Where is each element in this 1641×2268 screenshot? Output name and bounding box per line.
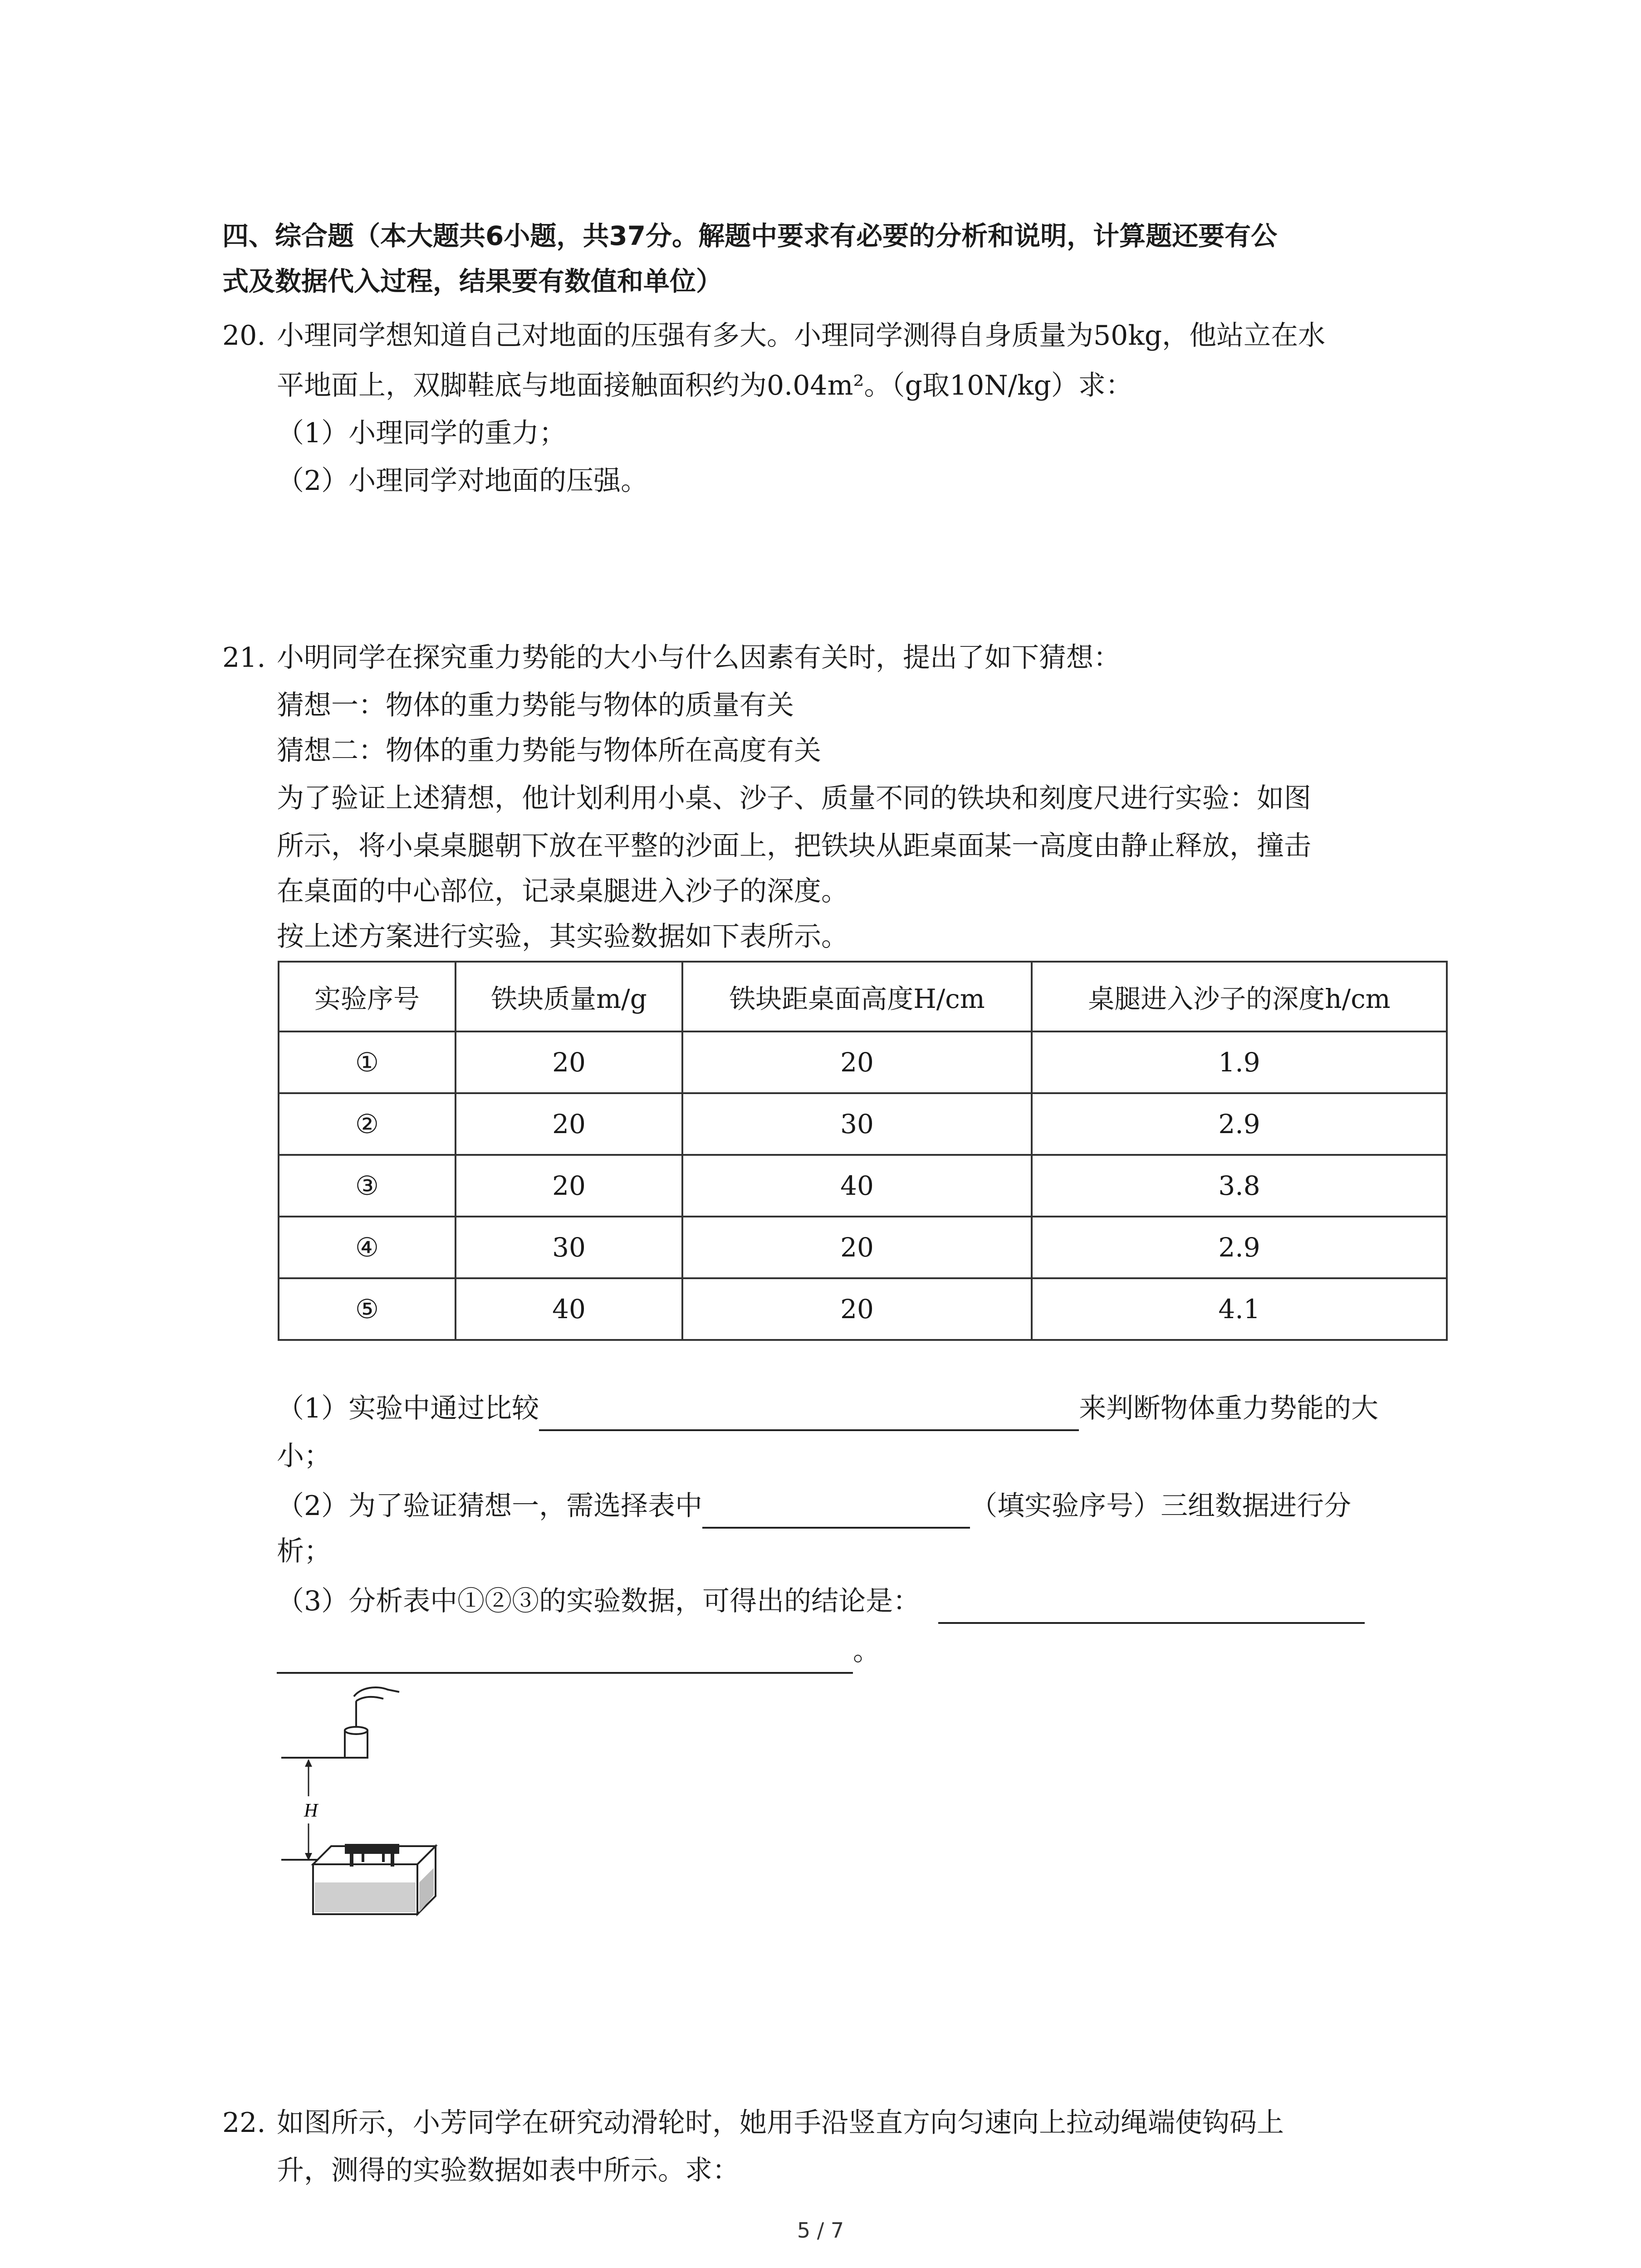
table-header: 实验序号 bbox=[279, 962, 456, 1031]
experiment-figure bbox=[277, 1683, 458, 1919]
q21-sub1-suffix: 来判断物体重力势能的大 bbox=[1079, 1393, 1379, 1424]
table-header: 铁块质量m/g bbox=[456, 962, 682, 1031]
q21-sub2-suffix: （填实验序号）三组数据进行分 bbox=[970, 1490, 1352, 1522]
answer-blank-2[interactable] bbox=[702, 1491, 970, 1529]
q21-sub1 bbox=[277, 1386, 1378, 1431]
height-label: H bbox=[304, 1800, 318, 1821]
table-cell: 20 bbox=[456, 1031, 682, 1093]
table-sand-diagram bbox=[277, 1683, 458, 1919]
q21-guess1: 猜想一：物体的重力势能与物体的质量有关 bbox=[277, 689, 794, 721]
section-title-line2: 式及数据代入过程，结果要有数值和单位） bbox=[222, 266, 723, 297]
table-cell: 3.8 bbox=[1032, 1155, 1447, 1217]
table-cell: 4.1 bbox=[1032, 1278, 1447, 1340]
table-cell: 20 bbox=[682, 1031, 1032, 1093]
q21-sub2-prefix: （2）为了验证猜想一，需选择表中 bbox=[277, 1490, 703, 1522]
table-cell: 20 bbox=[682, 1278, 1032, 1340]
table-cell: ② bbox=[279, 1093, 456, 1155]
q21-sub3-cont bbox=[277, 1628, 880, 1674]
q21-line1: 小明同学在探究重力势能的大小与什么因素有关时，提出了如下猜想： bbox=[277, 642, 1121, 674]
q21-para4: 按上述方案进行实验，其实验数据如下表所示。 bbox=[277, 921, 848, 953]
q20-number: 20. bbox=[222, 320, 266, 352]
hand-icon bbox=[354, 1687, 399, 1696]
q21-para3: 在桌面的中心部位，记录桌腿进入沙子的深度。 bbox=[277, 875, 848, 907]
q20-line1: 小理同学想知道自己对地面的压强有多大。小理同学测得自身质量为50kg，他站立在水 bbox=[277, 320, 1326, 352]
table-cell: 20 bbox=[456, 1155, 682, 1217]
section-title-line1: 四、综合题（本大题共6小题，共37分。解题中要求有必要的分析和说明，计算题还要有公 bbox=[222, 220, 1278, 251]
q21-guess2: 猜想二：物体的重力势能与物体所在高度有关 bbox=[277, 735, 821, 767]
q20-line2: 平地面上，双脚鞋底与地面接触面积约为0.04m²。（g取10N/kg）求： bbox=[277, 370, 1133, 401]
table-row bbox=[279, 1217, 1447, 1278]
table-cell: ④ bbox=[279, 1217, 456, 1278]
q21-sub3-end: 。 bbox=[853, 1635, 880, 1667]
table-row bbox=[279, 1031, 1447, 1093]
q21-sub2 bbox=[277, 1483, 1351, 1529]
small-table bbox=[345, 1844, 399, 1854]
q21-sub3-prefix: （3）分析表中①②③的实验数据，可得出的结论是： bbox=[277, 1585, 921, 1617]
q21-sub1-cont: 小； bbox=[277, 1440, 331, 1472]
table-row bbox=[279, 1278, 1447, 1340]
table-row bbox=[279, 1155, 1447, 1217]
answer-blank-3b[interactable] bbox=[277, 1637, 853, 1674]
table-cell: ① bbox=[279, 1031, 456, 1093]
table-cell: ⑤ bbox=[279, 1278, 456, 1340]
table-cell: 2.9 bbox=[1032, 1217, 1447, 1278]
answer-blank-1[interactable] bbox=[539, 1394, 1079, 1431]
q20-sub1: （1）小理同学的重力； bbox=[277, 417, 567, 449]
table-cell: ③ bbox=[279, 1155, 456, 1217]
q21-sub3 bbox=[277, 1579, 1365, 1624]
q22-number: 22. bbox=[222, 2107, 266, 2139]
table-row bbox=[279, 1093, 1447, 1155]
q21-sub2-cont: 析； bbox=[277, 1535, 331, 1567]
table-header-row bbox=[279, 962, 1447, 1031]
table-cell: 30 bbox=[682, 1093, 1032, 1155]
q21-number: 21. bbox=[222, 642, 266, 674]
q22-line1: 如图所示，小芳同学在研究动滑轮时，她用手沿竖直方向匀速向上拉动绳端使钩码上 bbox=[277, 2107, 1284, 2139]
table-header: 桌腿进入沙子的深度h/cm bbox=[1032, 962, 1447, 1031]
table-cell: 20 bbox=[456, 1093, 682, 1155]
q21-sub1-prefix: （1）实验中通过比较 bbox=[277, 1393, 539, 1424]
q22-line2: 升，测得的实验数据如表中所示。求： bbox=[277, 2155, 740, 2186]
table-cell: 30 bbox=[456, 1217, 682, 1278]
q21-para2: 所示，将小桌桌腿朝下放在平整的沙面上，把铁块从距桌面某一高度由静止释放，撞击 bbox=[277, 830, 1311, 862]
experiment-table bbox=[278, 961, 1448, 1341]
table-header: 铁块距桌面高度H/cm bbox=[682, 962, 1032, 1031]
table-cell: 40 bbox=[682, 1155, 1032, 1217]
table-cell: 1.9 bbox=[1032, 1031, 1447, 1093]
table-cell: 20 bbox=[682, 1217, 1032, 1278]
table-cell: 2.9 bbox=[1032, 1093, 1447, 1155]
table-cell: 40 bbox=[456, 1278, 682, 1340]
page-number: 5 / 7 bbox=[797, 2218, 844, 2243]
q20-sub2: （2）小理同学对地面的压强。 bbox=[277, 465, 648, 497]
answer-blank-3[interactable] bbox=[938, 1587, 1365, 1624]
q21-para1: 为了验证上述猜想，他计划利用小桌、沙子、质量不同的铁块和刻度尺进行实验：如图 bbox=[277, 782, 1311, 814]
